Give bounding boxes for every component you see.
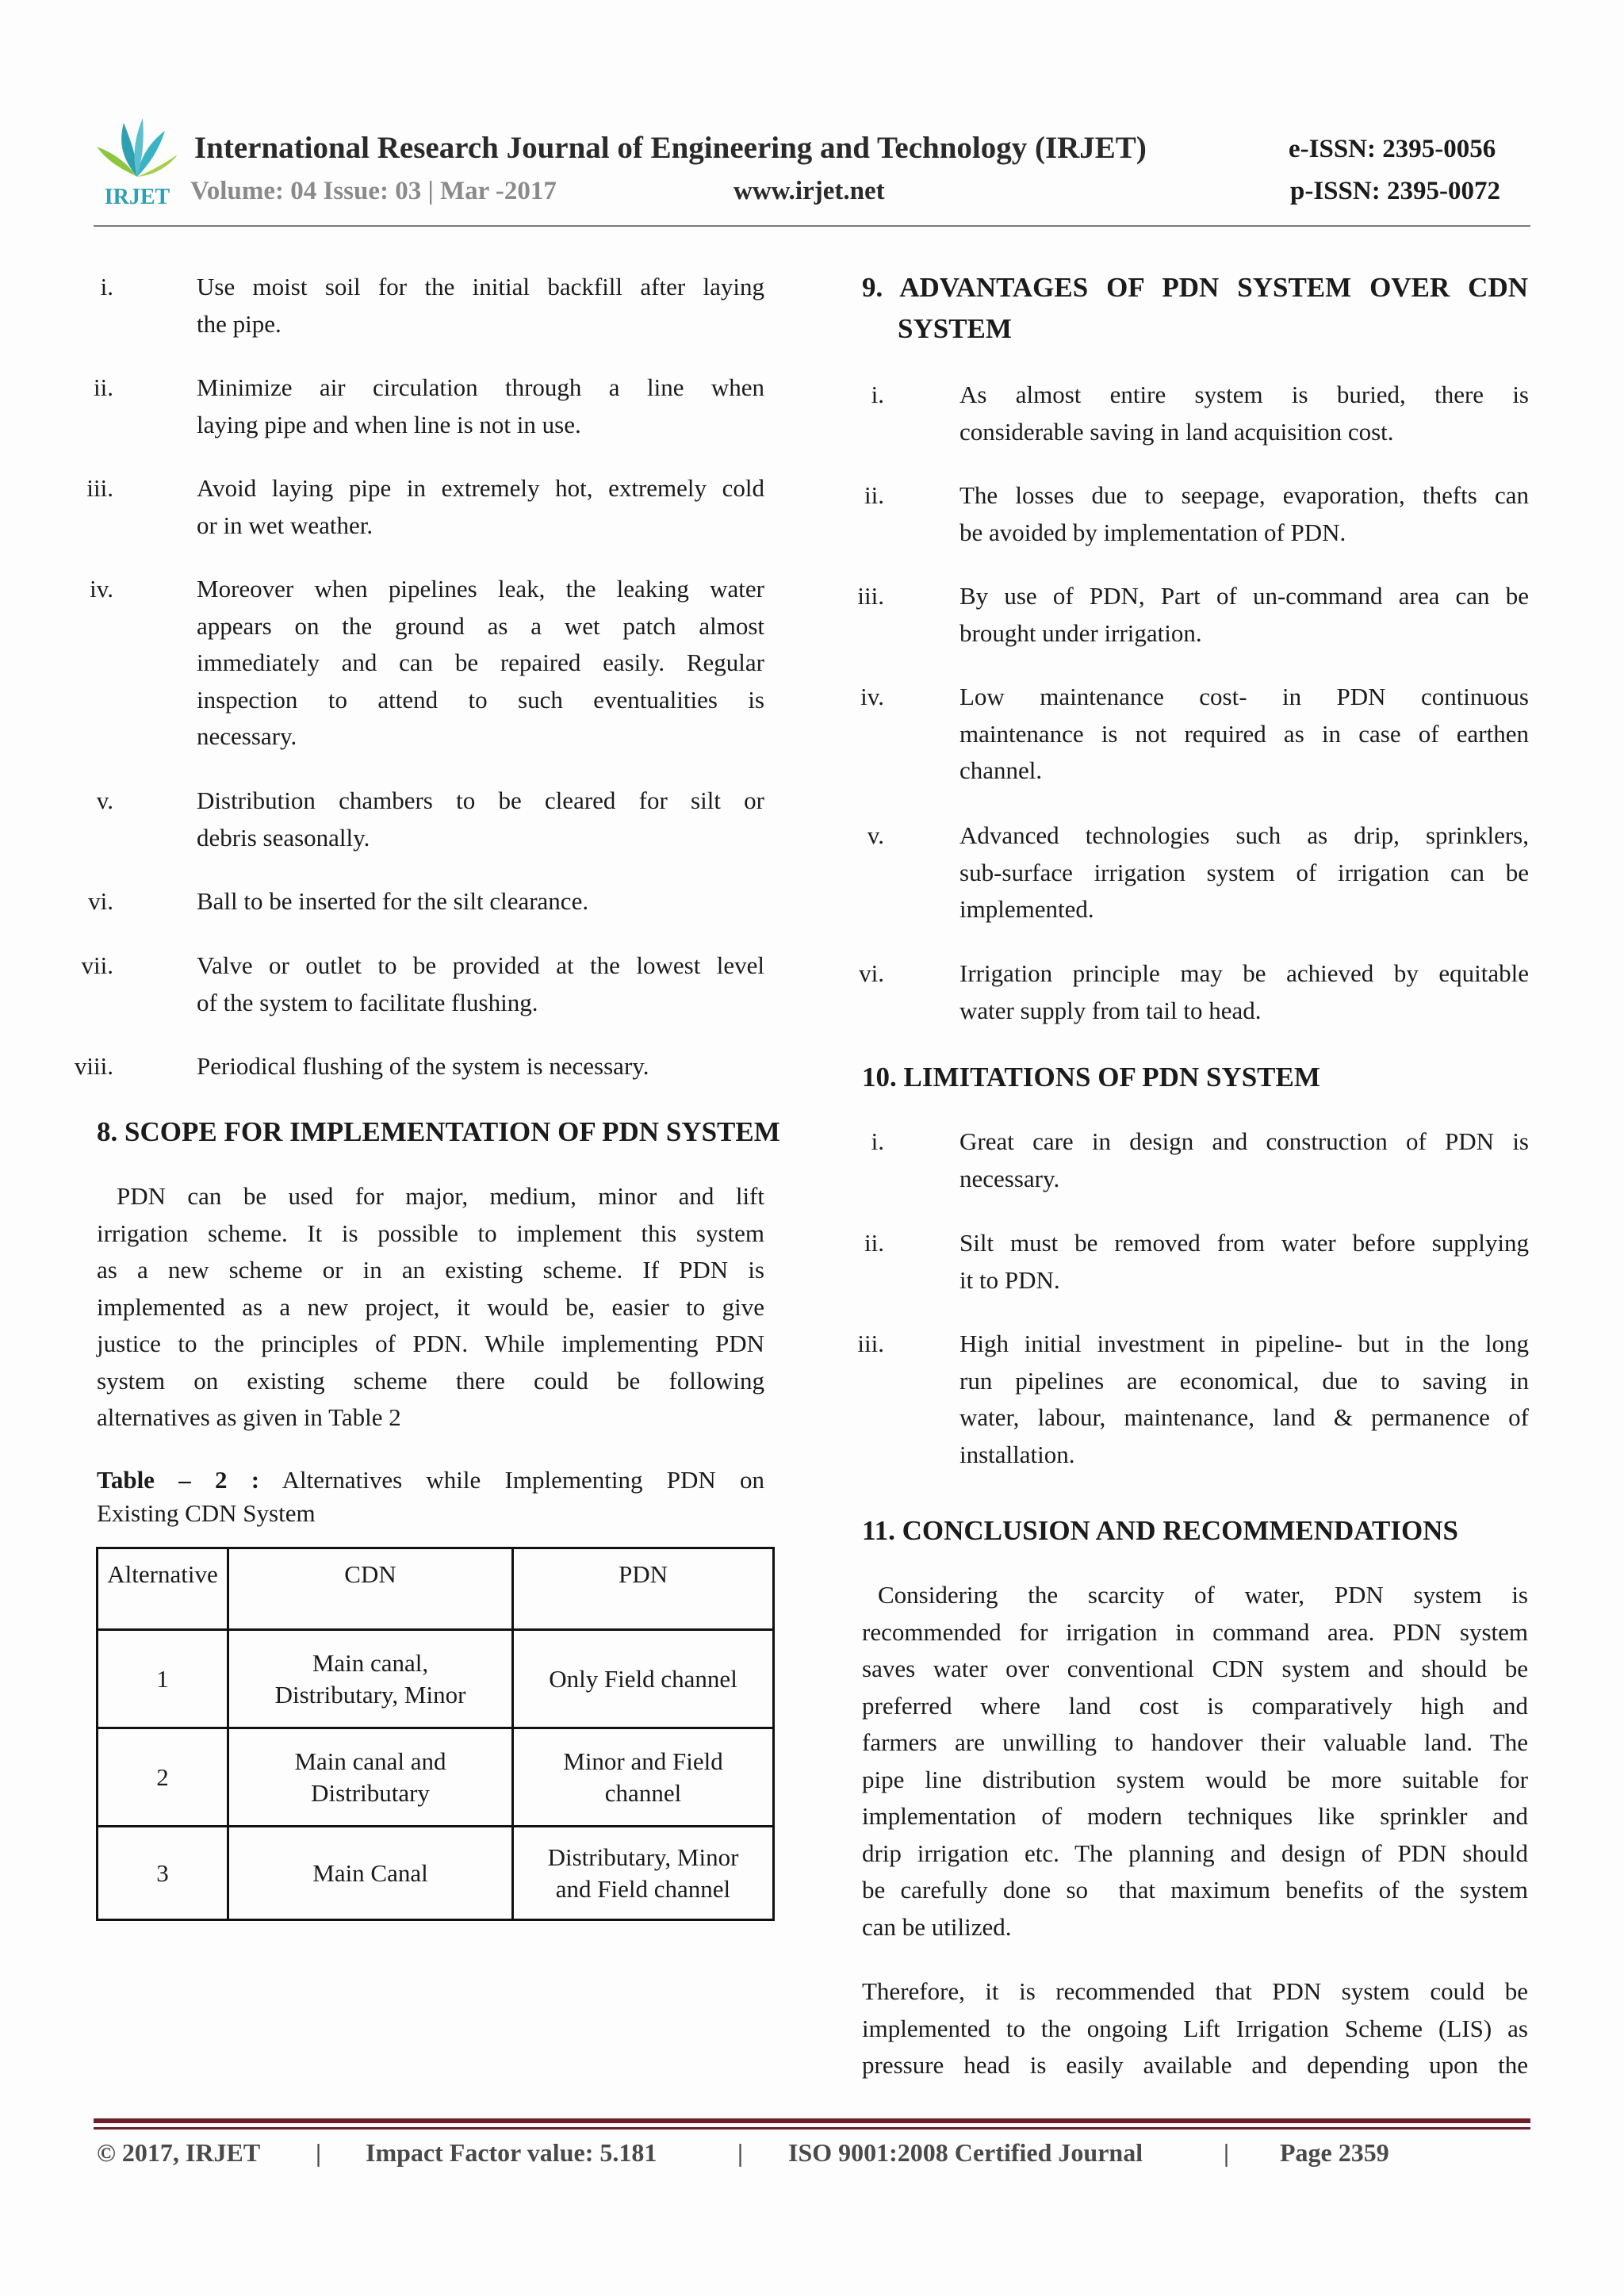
p-issn: p-ISSN: 2395-0072 [1290, 177, 1500, 205]
conclusion-paragraph-2: Therefore, it is recommended that PDN system could be implemented to the ongoing Lift Irrigation Scheme (LIS) as pressure head is easily available and depending upon the [862, 1977, 1528, 2079]
table-cell: Minor and Field channel [513, 1728, 774, 1827]
copyright: © 2017, IRJET [97, 2138, 261, 2167]
table-cell: 3 [98, 1827, 228, 1920]
table-cell: Main canal, Distributary, Minor [228, 1630, 513, 1728]
logo-leaves-icon [97, 118, 178, 177]
table-header-row [98, 1548, 774, 1630]
table-cell: 1 [98, 1630, 228, 1728]
footer-divider [94, 2118, 1530, 2123]
section-9-heading: 9. ADVANTAGES OF PDN SYSTEM OVER CDN SYSTEM [862, 272, 1528, 344]
table-cell: Only Field channel [513, 1630, 774, 1728]
journal-title: International Research Journal of Engineering and Technology (IRJET) [194, 131, 1147, 165]
section-11-heading: 11. CONCLUSION AND RECOMMENDATIONS [862, 1515, 1458, 1546]
section-8-paragraph: PDN can be used for major, medium, minor and lift irrigation scheme. It is possible to implement this system as a new scheme or in an existing scheme. If PDN is implemented as a new project, it would be, easier to give justice to the principles of PDN. While implementing PDN system on existing scheme there could be following alternatives as given in Table 2 [97, 1182, 764, 1431]
table-cell: Main Canal [228, 1827, 513, 1920]
footer-separator: | [1224, 2138, 1230, 2167]
volume-info: Volume: 04 Issue: 03 | Mar -2017 [190, 177, 557, 205]
alternatives-table [96, 1547, 775, 1921]
table-row [98, 1630, 774, 1728]
table-header-cell: CDN [228, 1548, 513, 1630]
table-cell: 2 [98, 1728, 228, 1827]
impact-factor: Impact Factor value: 5.181 [366, 2138, 657, 2167]
section-10-heading: 10. LIMITATIONS OF PDN SYSTEM [862, 1062, 1320, 1093]
footer-divider [94, 2127, 1530, 2130]
e-issn: e-ISSN: 2395-0056 [1289, 135, 1496, 163]
table-row [98, 1728, 774, 1827]
table-header-cell: PDN [513, 1548, 774, 1630]
section-8-heading: 8. SCOPE FOR IMPLEMENTATION OF PDN SYSTEM [97, 1116, 780, 1147]
iso-certification: ISO 9001:2008 Certified Journal [788, 2138, 1143, 2167]
footer-separator: | [316, 2138, 322, 2167]
footer-separator: | [737, 2138, 744, 2167]
table-2-caption: Table – 2 : Alternatives while Implementing PDN on Existing CDN System [97, 1466, 764, 1527]
page-number: Page 2359 [1280, 2138, 1389, 2167]
table-row [98, 1827, 774, 1920]
table-cell: Distributary, Minor and Field channel [513, 1827, 774, 1920]
conclusion-paragraph-1: Considering the scarcity of water, PDN system is recommended for irrigation in command area. PDN system saves water over conventional CDN system and should be preferred where land cost is comparatively high and farmers are unwilling to handover their valuable land. The pipe line distribution system would be more suitable for implementation of modern techniques like sprinkler and drip irrigation etc. The planning and design of PDN should be carefully done so that maximum benefits of the system can be utilized. [862, 1581, 1528, 1941]
irjet-logo [94, 115, 181, 210]
table-header-cell: Alternative [98, 1548, 228, 1630]
header-divider [94, 225, 1530, 227]
table-cell: Main canal and Distributary [228, 1728, 513, 1827]
journal-website-link[interactable]: www.irjet.net [733, 177, 885, 205]
svg-text:IRJET: IRJET [104, 185, 170, 209]
